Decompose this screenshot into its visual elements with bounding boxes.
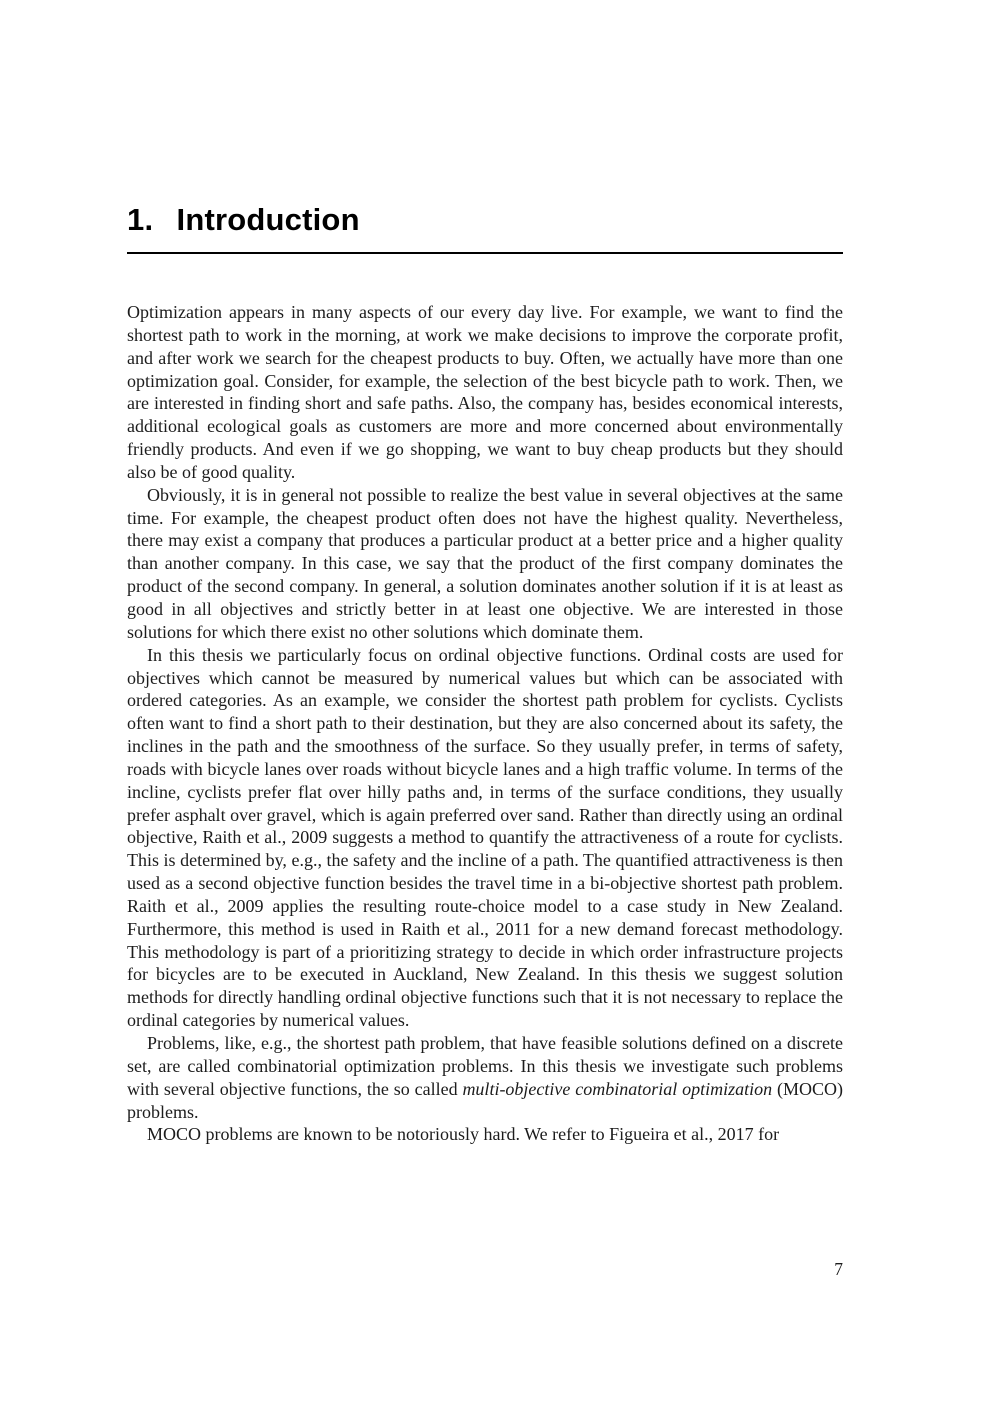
chapter-heading bbox=[127, 203, 843, 237]
text-run: Problems, like, e.g., the shortest path problem, that have feasible solutions defined on a discrete set, are called combinatorial optimization problems. In this thesis we investigate such problems with several objective functions, the so called bbox=[127, 1033, 843, 1099]
page-number: 7 bbox=[834, 1259, 843, 1279]
text-run: In this thesis we particularly focus on ordinal objective functions. Ordinal costs are used for objectives which cannot be measured by numerical values but which can be associated with ordered categories. As an example, we consider the shortest path problem for cyclists. Cyclists often want to find a short path to their destination, but they are also concerned about its safety, the inclines in the path and the smoothness of the surface. So they usually prefer, in terms of safety, roads with bicycle lanes over roads without bicycle lanes and a high traffic volume. In terms of the incline, cyclists prefer flat over hilly paths and, in terms of the surface conditions, they usually prefer asphalt over gravel, which is again preferred over sand. Rather than directly using an ordinal objective, Raith et al., 2009 suggests a method to quantify the attractiveness of a route for cyclists. This is determined by, e.g., the safety and the incline of a path. The quantified attractiveness is then used as a second objective function besides the travel time in a bi-objective shortest path problem. Raith et al., 2009 applies the resulting route-choice model to a case study in New Zealand. Furthermore, this method is used in Raith et al., 2011 for a new demand forecast methodology. This methodology is part of a prioritizing strategy to decide in which order infrastructure projects for bicycles are to be executed in Auckland, New Zealand. In this thesis we suggest solution methods for directly handling ordinal objective functions such that it is not necessary to replace the ordinal categories by numerical values. bbox=[127, 644, 843, 1031]
paragraph bbox=[127, 644, 843, 1032]
chapter-title: Introduction bbox=[176, 202, 360, 237]
text-run: MOCO problems are known to be notoriously hard. We refer to Figueira et al., 2017 for bbox=[147, 1124, 780, 1145]
paragraph bbox=[127, 484, 843, 644]
paragraph bbox=[127, 1123, 843, 1146]
paragraph bbox=[127, 1032, 843, 1123]
chapter-number: 1. bbox=[127, 202, 154, 237]
heading-rule bbox=[127, 252, 843, 254]
italic-text-run: multi-objective combinatorial optimization bbox=[462, 1078, 773, 1099]
text-run: Optimization appears in many aspects of our every day live. For example, we want to find the shortest path to work in the morning, at work we make decisions to improve the corporate profit, and after work we search for the cheapest products to buy. Often, we actually have more than one optimization goal. Consider, for example, the selection of the best bicycle path to work. Then, we are interested in finding short and safe paths. Also, the company has, besides economical interests, additional ecological goals as customers are more and more concerned about environmentally friendly products. And even if we go shopping, we want to buy cheap products but they should also be of good quality. bbox=[127, 302, 843, 482]
text-run: Obviously, it is in general not possible to realize the best value in several objectives at the same time. For example, the cheapest product often does not have the highest quality. Nevertheless, there may exist a company that produces a particular product at a better price and a higher quality than another company. In this case, we say that the product of the first company dominates the product of the second company. In general, a solution dominates another solution if it is at least as good in all objectives and strictly better in at least one objective. We are interested in those solutions for which there exist no other solutions which dominate them. bbox=[127, 484, 843, 642]
text-run: (MOCO) problems. bbox=[127, 1078, 843, 1122]
paragraph bbox=[127, 301, 843, 484]
body-text bbox=[127, 301, 843, 1146]
